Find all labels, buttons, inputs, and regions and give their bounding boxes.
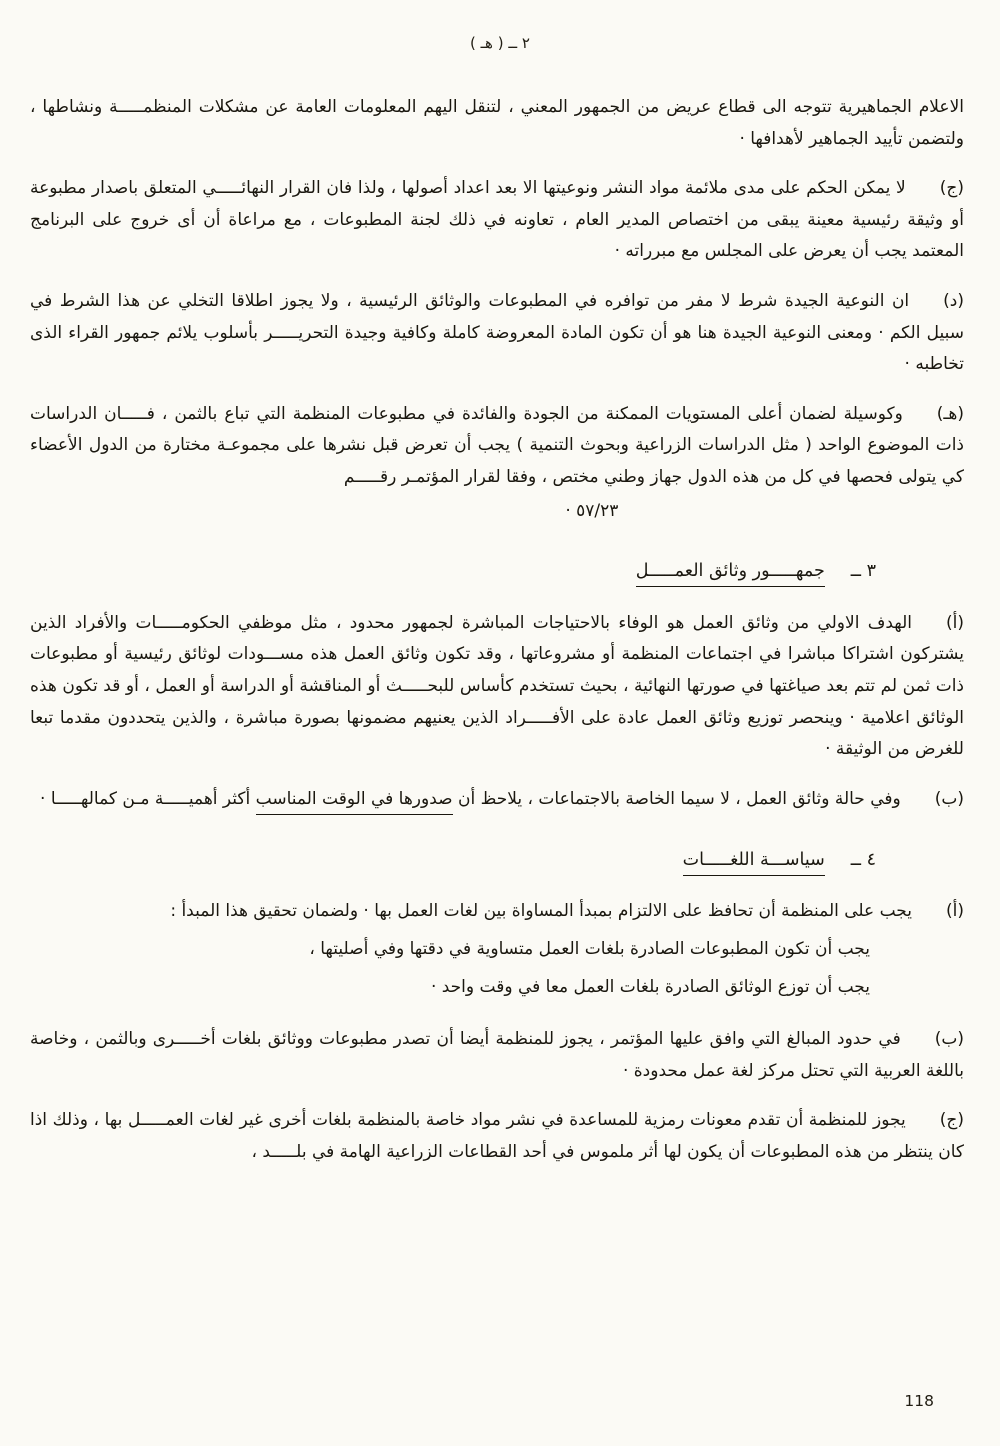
paragraph-ha (30, 399, 964, 494)
paragraph-label-s4-alif: (أ) (946, 901, 964, 922)
paragraph-dal (30, 286, 964, 381)
paragraph-text-after: أكثر أهميـــــة مـن كمالهـــــا · (40, 788, 251, 809)
document-body (0, 52, 1000, 1168)
paragraph-label-s3-ba: (ب) (934, 788, 964, 809)
paragraph-text: وكوسيلة لضمان أعلى المستويات الممكنة من الجودة والفائدة في مطبوعات المنظمة التي تباع بالثمن ، فـــــان الدراسات ذات الموضوع الواحد ( مثل الدراسات الزراعية وبحوث التنمية ) يجب أن تعرض قبل نشرها على مجموعـة مختارة من الدول الأعضاء كي يتولى فحصها في كل من هذه الدول جهاز وطني مختص ، وفقا لقرار المؤتمـر رقـــــم (30, 403, 964, 488)
paragraph-text: يجب على المنظمة أن تحافظ على الالتزام بمبدأ المساواة بين لغات العمل بها · ولضمان تحقيق هذا المبدأ : (170, 901, 912, 922)
language-policy-sub-items (30, 934, 964, 1004)
paragraph-mass-media-intro (30, 92, 964, 155)
paragraph-s4-alif (30, 896, 964, 928)
page-header-mark: ٢ ــ ( هـ ) (470, 34, 530, 52)
paragraph-text: ان النوعية الجيدة شرط لا مفر من توافره في المطبوعات والوثائق الرئيسية ، ولا يجوز اطلاقا التخلي عن هذا الشرط في سبيل الكم · ومعنى النوعية الجيدة هنا هو أن تكون المادة المعروضة كاملة وكافية وجيدة التحريـــــر بأسلوب يلائم جمهور القراء الذى تخاطبه · (30, 291, 964, 375)
paragraph-label-s4-ba: (ب) (934, 1028, 964, 1049)
paragraph-label-jim: (ج) (939, 178, 964, 199)
conference-resolution-number: ٥٧/٢٣ · (565, 500, 619, 521)
paragraph-s4-ba (30, 1024, 964, 1087)
paragraph-s3-alif (30, 608, 964, 766)
page-number: 118 (904, 1392, 934, 1410)
paragraph-text: في حدود المبالغ التي وافق عليها المؤتمر ، يجوز للمنظمة أيضا أن تصدر مطبوعات ووثائق بلغات أخـــــرى وبالثمن ، وخاصة باللغة العربية التي تحتل مركز لغة عمل محدودة · (30, 1028, 964, 1081)
section-3-number: ٣ ــ (850, 561, 876, 582)
section-4-number: ٤ ــ (850, 849, 876, 870)
paragraph-text: الهدف الاولي من وثائق العمل هو الوفاء بالاحتياجات المباشرة لجمهور محدود ، مثل موظفي الحكومـــــات والأفراد الذين يشتركون اشتراكا مباشرا في اجتماعات المنظمة أو مشروعاتها ، وقد تكون وثائق العمل هذه مســـودات لوثائق رئيسية أو مطبوعات ذات ثمن لم تتم بعد صياغتها في صورتها النهائية ، بحيث تستخدم كأساس للبحـــــث أو المناقشة أو الدراسة أو العمل ، أو قد تكون هذه الوثائق اعلامية · وينحصر توزيع وثائق العمل عادة على الأفـــــراد الذين يعنيهم مضمونها بصورة مباشرة ، والذين يتحددون مقدما تبعا للغرض من الوثيقة · (30, 612, 964, 760)
paragraph-s3-ba (30, 784, 964, 816)
paragraph-label-dal: (د) (943, 291, 964, 312)
paragraph-text: الاعلام الجماهيرية تتوجه الى قطاع عريض من الجمهور المعني ، لتنقل اليهم المعلومات العامة عن مشكلات المنظمـــــة ونشاطها ، ولتضمن تأييد الجماهير لأهدافها · (30, 97, 964, 149)
sub-item-equal-accuracy: يجب أن تكون المطبوعات الصادرة بلغات العمل متساوية في دقتها وفي أصليتها ، (309, 938, 870, 959)
paragraph-label-s3-alif: (أ) (946, 612, 964, 633)
paragraph-text-before: وفي حالة وثائق العمل ، لا سيما الخاصة بالاجتماعات ، يلاحظ أن (457, 788, 901, 809)
sub-item-simultaneous-distribution: يجب أن توزع الوثائق الصادرة بلغات العمل معا في وقت واحد · (430, 977, 870, 998)
section-4-title: سياســـة اللغـــــات (683, 850, 825, 876)
paragraph-label-s4-jim: (ج) (939, 1110, 964, 1131)
paragraph-text: يجوز للمنظمة أن تقدم معونات رمزية للمساعدة في نشر مواد خاصة بالمنظمة بلغات أخرى غير لغات العمـــــل بها ، وذلك اذا كان ينتظر من هذه المطبوعات أن يكون لها أثر ملموس في أحد القطاعات الزراعية الهامة في بلـــــد ، (30, 1110, 964, 1162)
underlined-phrase-timeliness: صدورها في الوقت المناسب (256, 789, 453, 815)
section-3-title: جمهـــــور وثائق العمـــــل (636, 561, 825, 587)
paragraph-text: لا يمكن الحكم على مدى ملائمة مواد النشر ونوعيتها الا بعد اعداد أصولها ، ولذا فان القرار النهائـــــي المتعلق باصدار مطبوعة أو وثيقة رئيسية معينة يبقى من اختصاص المدير العام ، تعاونه في ذلك لجنة المطبوعات ، مع مراعاة أن أى خروج على البرنامج المعتمد يجب أن يعرض على المجلس مع مبرراته · (30, 178, 964, 262)
paragraph-label-ha: (هـ) (936, 403, 964, 424)
paragraph-jim (30, 173, 964, 268)
section-4-heading (30, 844, 876, 877)
paragraph-s4-jim (30, 1105, 964, 1168)
section-3-heading (30, 555, 876, 588)
